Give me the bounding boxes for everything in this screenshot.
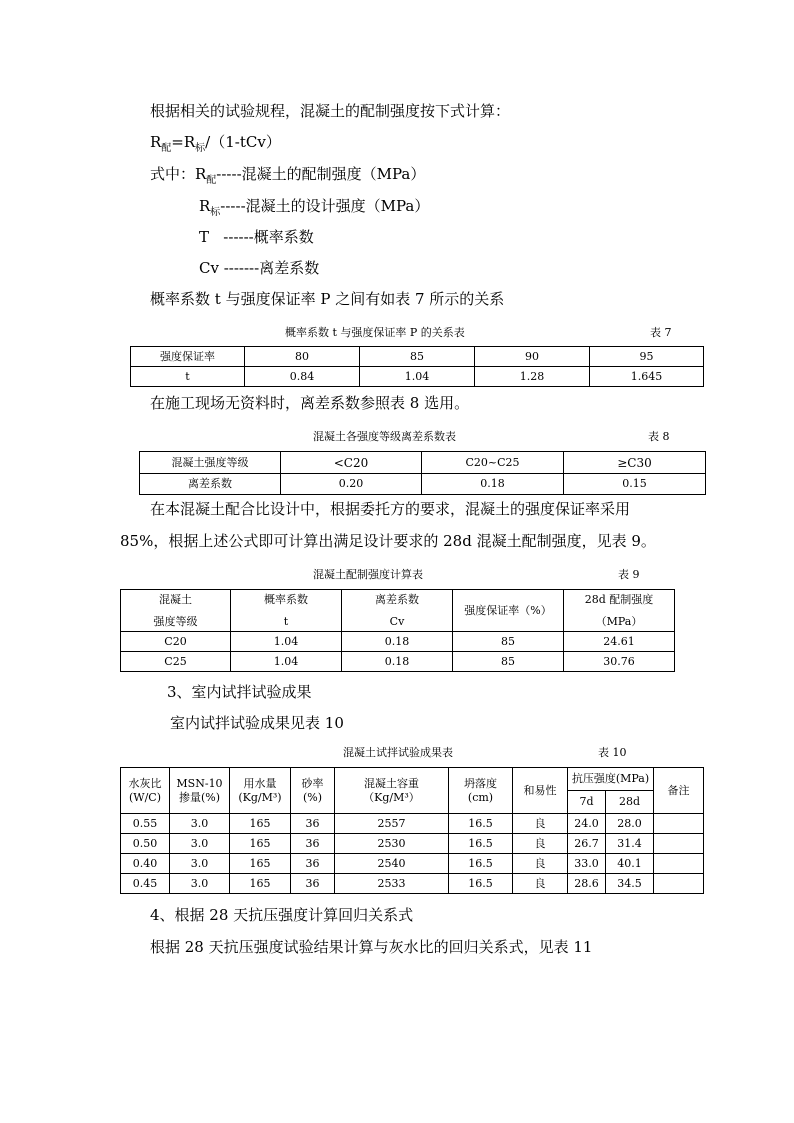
header-line: 水灰比 — [128, 776, 162, 790]
paragraph-table9-intro-line1: 在本混凝土配合比设计中，根据委托方的要求，混凝土的强度保证率采用 — [150, 500, 631, 518]
header-line: （Kg/M³） — [363, 790, 420, 804]
table-cell: 36 — [291, 834, 335, 854]
table8 — [139, 451, 706, 495]
table-header-row — [121, 768, 704, 791]
header-line: 强度等级 — [153, 614, 198, 628]
table-cell: 混凝土强度等级 — [140, 452, 281, 474]
table-cell: 36 — [291, 874, 335, 894]
paragraph-table8-intro: 在施工现场无资料时，离差系数参照表 8 选用。 — [150, 394, 470, 412]
table8-caption: 混凝土各强度等级离差系数表 — [313, 430, 456, 443]
header-line: 用水量 — [243, 776, 277, 790]
formula-mid: =R — [171, 133, 196, 151]
table10 — [120, 767, 704, 894]
header-line: 掺量(%) — [178, 790, 221, 804]
header-line: (%) — [302, 790, 323, 804]
table-cell: 36 — [291, 814, 335, 834]
table-cell: 3.0 — [170, 814, 230, 834]
table-cell: 良 — [513, 814, 568, 834]
table8-number: 表 8 — [648, 430, 670, 443]
table-row — [121, 834, 704, 854]
table-cell: <C20 — [281, 452, 422, 474]
table-cell: 2533 — [335, 874, 449, 894]
paragraph-table9-intro-line2: 85%，根据上述公式即可计算出满足设计要求的 28d 混凝土配制强度，见表 9。 — [120, 532, 656, 550]
header-density — [335, 768, 449, 814]
formula-rest: /（1-tCv） — [205, 133, 281, 151]
table-cell: 90 — [475, 347, 590, 367]
table-cell: 80 — [245, 347, 360, 367]
table-cell: 165 — [230, 854, 291, 874]
table-cell: 1.28 — [475, 367, 590, 387]
header-line: (W/C) — [128, 790, 161, 804]
table-cell: 16.5 — [449, 874, 513, 894]
table-cell: 16.5 — [449, 834, 513, 854]
table7 — [130, 346, 704, 387]
header-line: MSN-10 — [176, 776, 223, 790]
paragraph-table11-intro: 根据 28 天抗压强度试验结果计算与灰水比的回归关系式，见表 11 — [150, 938, 593, 956]
table9 — [120, 589, 675, 672]
table-cell: 良 — [513, 834, 568, 854]
heading-section-4: 4、根据 28 天抗压强度计算回归关系式 — [150, 906, 414, 924]
where-sub-biao: 标 — [210, 207, 221, 218]
header-probability — [231, 590, 342, 632]
header-guarantee-rate: 强度保证率（%） — [453, 590, 564, 632]
heading-section-3: 3、室内试拌试验成果 — [167, 683, 312, 701]
header-slump — [449, 768, 513, 814]
table-row — [121, 854, 704, 874]
header-sand-ratio — [291, 768, 335, 814]
table-cell: 95 — [590, 347, 704, 367]
table-row — [140, 452, 706, 474]
table-cell: t — [131, 367, 245, 387]
formula — [150, 133, 281, 154]
table7-number: 表 7 — [650, 326, 672, 339]
table-cell: 0.18 — [342, 632, 453, 652]
definition-t: T ------概率系数 — [199, 228, 314, 246]
table-cell: 良 — [513, 854, 568, 874]
header-line: (Kg/M³) — [238, 790, 282, 804]
table-cell: 1.04 — [231, 632, 342, 652]
table-cell: 40.1 — [606, 854, 654, 874]
table-cell — [654, 874, 704, 894]
formula-sub-biao: 标 — [195, 143, 206, 154]
header-deviation — [342, 590, 453, 632]
header-line: 坍落度 — [464, 776, 497, 790]
table-cell: 165 — [230, 834, 291, 854]
table-cell: ≥C30 — [564, 452, 706, 474]
table-cell: 165 — [230, 874, 291, 894]
table-cell: 3.0 — [170, 854, 230, 874]
table-cell: 0.45 — [121, 874, 170, 894]
table-cell: 30.76 — [564, 652, 675, 672]
table-cell: 85 — [453, 632, 564, 652]
table-cell: 31.4 — [606, 834, 654, 854]
table7-caption: 概率系数 t 与强度保证率 P 的关系表 — [285, 326, 465, 339]
header-line: 离差系数 — [375, 592, 419, 606]
table-cell: 34.5 — [606, 874, 654, 894]
table-row — [121, 652, 675, 672]
table-cell: C20~C25 — [422, 452, 564, 474]
header-7d: 7d — [568, 791, 606, 814]
table-cell: 36 — [291, 854, 335, 874]
table-row — [140, 474, 706, 495]
table-cell: 0.50 — [121, 834, 170, 854]
header-line: 28d 配制强度 — [584, 592, 654, 606]
paragraph-table10-intro: 室内试拌试验成果见表 10 — [170, 714, 344, 732]
table-cell — [654, 834, 704, 854]
where-lead: 式中：R — [150, 165, 207, 183]
where-r: R — [199, 197, 211, 215]
header-compressive-strength: 抗压强度(MPa) — [568, 768, 654, 791]
header-msn-dosage — [170, 768, 230, 814]
table-cell: 85 — [453, 652, 564, 672]
table-cell: 1.04 — [360, 367, 475, 387]
table-cell: 3.0 — [170, 834, 230, 854]
table-cell: C20 — [121, 632, 231, 652]
table-cell: 0.20 — [281, 474, 422, 495]
header-water — [230, 768, 291, 814]
definition-r-pei — [150, 165, 425, 186]
table-cell — [654, 814, 704, 834]
table10-number: 表 10 — [598, 746, 627, 759]
table-cell: 85 — [360, 347, 475, 367]
table-cell: 0.55 — [121, 814, 170, 834]
header-line: Cv — [389, 614, 405, 628]
paragraph-table7-intro: 概率系数 t 与强度保证率 P 之间有如表 7 所示的关系 — [150, 290, 505, 308]
table-row — [131, 347, 704, 367]
table-cell: 2540 — [335, 854, 449, 874]
table-cell: 2530 — [335, 834, 449, 854]
table-cell: 离差系数 — [140, 474, 281, 495]
table-cell: 1.04 — [231, 652, 342, 672]
header-28d: 28d — [606, 791, 654, 814]
header-grade — [121, 590, 231, 632]
definition-cv: Cv -------离差系数 — [199, 259, 320, 277]
table-cell: 1.645 — [590, 367, 704, 387]
header-line: 砂率 — [301, 776, 324, 790]
where-sub-pei: 配 — [206, 175, 217, 186]
table-row — [121, 632, 675, 652]
table-cell: 0.40 — [121, 854, 170, 874]
table9-number: 表 9 — [618, 568, 640, 581]
table-row — [121, 814, 704, 834]
definition-2: -----混凝土的设计强度（MPa） — [220, 197, 430, 215]
table-cell: 24.0 — [568, 814, 606, 834]
table-cell: 16.5 — [449, 814, 513, 834]
table-cell: 0.18 — [342, 652, 453, 672]
table-cell: 强度保证率 — [131, 347, 245, 367]
table-cell: 24.61 — [564, 632, 675, 652]
formula-sub-pei: 配 — [161, 143, 172, 154]
header-line: (cm) — [467, 790, 494, 804]
table10-caption: 混凝土试拌试验成果表 — [343, 746, 453, 759]
table-cell: 26.7 — [568, 834, 606, 854]
header-wc-ratio — [121, 768, 170, 814]
table-cell: 3.0 — [170, 874, 230, 894]
definition-1: -----混凝土的配制强度（MPa） — [216, 165, 426, 183]
header-line: 混凝土容重 — [364, 776, 419, 790]
table-cell — [654, 854, 704, 874]
table-cell: 0.15 — [564, 474, 706, 495]
table-cell: 良 — [513, 874, 568, 894]
table-cell: 165 — [230, 814, 291, 834]
definition-r-biao — [199, 197, 429, 218]
header-line: 混凝土 — [159, 592, 192, 606]
header-line: 概率系数 — [264, 592, 308, 606]
table-cell: 0.18 — [422, 474, 564, 495]
header-line: （MPa） — [595, 614, 643, 628]
header-remarks: 备注 — [654, 768, 704, 814]
table-cell: 16.5 — [449, 854, 513, 874]
table-cell: 28.6 — [568, 874, 606, 894]
header-28d-strength — [564, 590, 675, 632]
table-header-row — [121, 590, 675, 632]
table-cell: 28.0 — [606, 814, 654, 834]
table-cell: 33.0 — [568, 854, 606, 874]
intro-paragraph: 根据相关的试验规程，混凝土的配制强度按下式计算： — [150, 102, 511, 120]
table-row — [121, 874, 704, 894]
table-cell: C25 — [121, 652, 231, 672]
header-line: t — [283, 614, 289, 628]
table-row — [131, 367, 704, 387]
table-cell: 0.84 — [245, 367, 360, 387]
table-cell: 2557 — [335, 814, 449, 834]
header-workability: 和易性 — [513, 768, 568, 814]
table9-caption: 混凝土配制强度计算表 — [313, 568, 423, 581]
formula-r: R — [150, 133, 162, 151]
